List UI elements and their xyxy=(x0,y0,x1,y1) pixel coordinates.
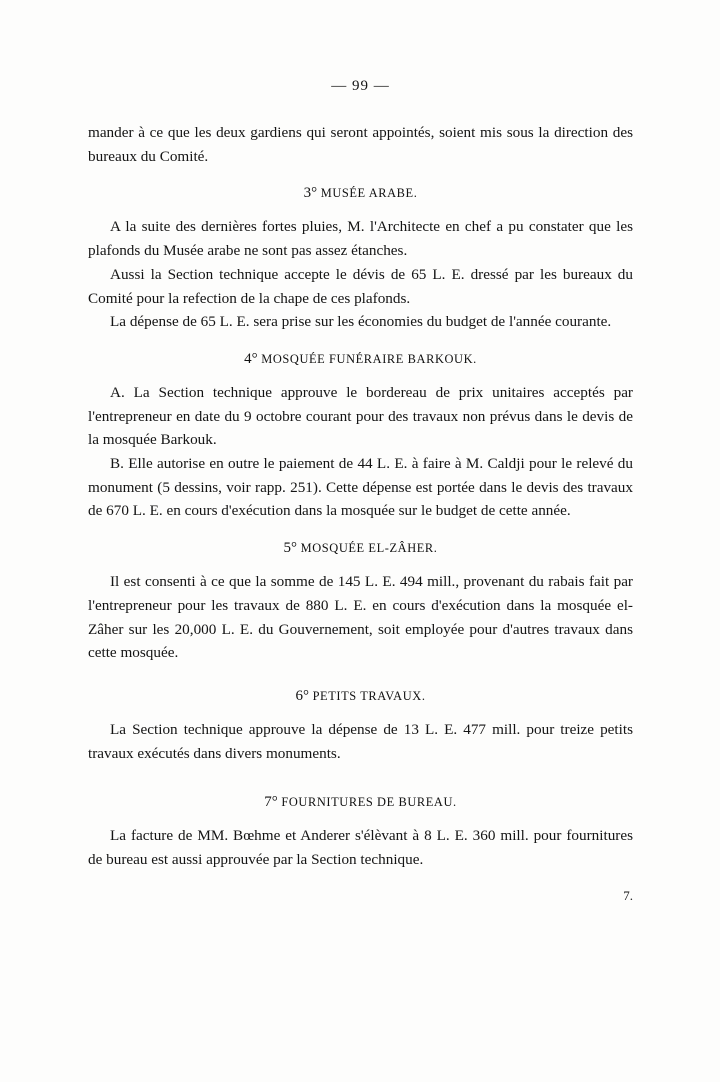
paragraph: La facture de MM. Bœhme et Anderer s'élèvant à 8 L. E. 360 mill. pour fournitures de bureau est aussi approuvée par la Section technique. xyxy=(88,827,633,869)
paragraph: A la suite des dernières fortes pluies, M. l'Architecte en chef a pu constater que les plafonds du Musée arabe ne sont pas assez étanches. xyxy=(88,218,633,260)
paragraph: B. Elle autorise en outre le paiement de 44 L. E. à faire à M. Caldji pour le relevé du monument (5 dessins, voir rapp. 251). Cette dépense est portée dans le devis des travaux de 670 L. E. en cours d'exécution dans la mosquée sur le budget de cette année. xyxy=(88,455,633,520)
section-heading-5 xyxy=(88,540,633,557)
paragraph: Il est consenti à ce que la somme de 145 L. E. 494 mill., provenant du rabais fait par l'entrepreneur pour les travaux de 880 L. E. en cours d'exécution dans la mosquée el-Zâher sur les 20,000 L. E. du Gouvernement, soit employée pour d'autres travaux dans cette mosquée. xyxy=(88,573,633,662)
section-title-6: PETITS TRAVAUX. xyxy=(312,688,426,703)
paragraph: La dépense de 65 L. E. sera prise sur les économies du budget de l'année courante. xyxy=(110,313,612,331)
paragraph: Aussi la Section technique accepte le dévis de 65 L. E. dressé par les bureaux du Comité pour la refection de la chape de ces plafonds. xyxy=(88,265,633,307)
section-musee-arabe xyxy=(88,185,633,334)
paragraph: La Section technique approuve la dépense de 13 L. E. 477 mill. pour treize petits travaux exécutés dans divers monuments. xyxy=(88,720,633,762)
spacer xyxy=(88,665,633,671)
section-heading-6 xyxy=(88,688,633,705)
section-heading-4 xyxy=(88,351,633,368)
opening-paragraph: mander à ce que les deux gardiens qui seront appointés, soient mis sous la direction des bureaux du Comité. xyxy=(88,124,633,165)
section-petits-travaux xyxy=(88,688,633,765)
section-mosquee-barkouk xyxy=(88,351,633,523)
section-title-5: MOSQUÉE EL-ZÂHER. xyxy=(300,541,438,556)
section-heading-3 xyxy=(88,185,633,202)
section-title-3: MUSÉE ARABE. xyxy=(320,186,418,201)
page-content xyxy=(88,78,633,903)
page-footer xyxy=(88,872,633,903)
section-mosquee-el-zaher xyxy=(88,540,633,665)
section-title-4: MOSQUÉE FUNÉRAIRE BARKOUK. xyxy=(261,351,477,366)
section-number-3: 3° xyxy=(303,185,318,202)
section-number-5: 5° xyxy=(283,540,298,557)
section-number-6: 6° xyxy=(295,687,309,704)
section-heading-7 xyxy=(88,794,633,811)
spacer xyxy=(88,765,633,777)
paragraph: A. La Section technique approuve le bordereau de prix unitaires acceptés par l'entrepreneur en date du 9 octobre courant pour des travaux non prévus dans le devis de la mosquée Barkouk. xyxy=(88,383,633,449)
signature-mark: 7. xyxy=(623,887,633,903)
section-number-7: 7° xyxy=(264,794,278,811)
section-title-7: FOURNITURES DE BUREAU. xyxy=(281,795,457,810)
page-number: — 99 — xyxy=(331,78,390,94)
section-number-4: 4° xyxy=(244,350,258,367)
section-fournitures-de-bureau xyxy=(88,794,633,871)
